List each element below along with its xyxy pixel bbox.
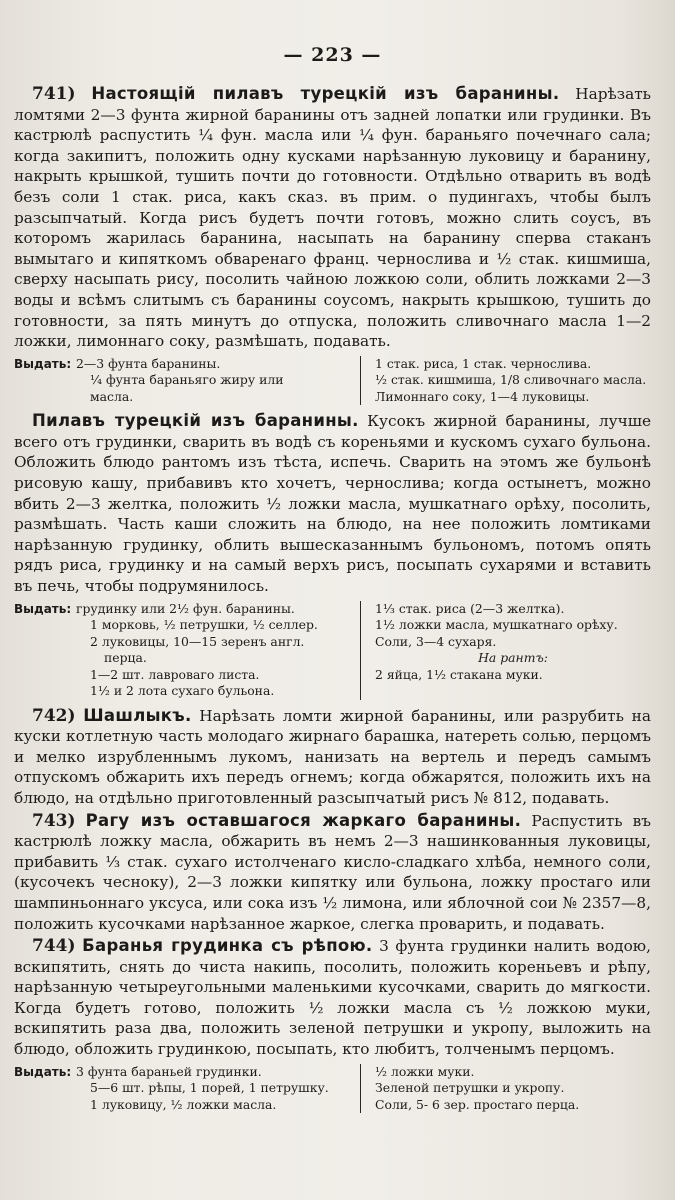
recipe-title: Пилавъ турецкій изъ баранины.: [32, 411, 359, 431]
yield-item: 3 фунта бараньей грудинки.: [76, 1063, 262, 1079]
yield-item: 1⅓ стак. риса (2—3 желтка).: [375, 600, 565, 616]
yield-item: 1½ ложки масла, мушкатнаго орѣху.: [375, 617, 618, 633]
recipe-number: 744): [32, 936, 76, 957]
yield-block: [14, 601, 651, 700]
yield-right-column: [360, 601, 651, 700]
yield-block: [14, 356, 651, 406]
yield-left-column: [76, 356, 360, 406]
recipe-742-body: [14, 706, 651, 809]
recipe-number: 742): [32, 705, 76, 726]
recipe-text: Распустить въ кастрюлѣ ложку масла, обжарить въ немъ 2—3 нашинкованныя луковицы, прибавить ⅓ стак. сухаго истолченаго кисло-сладкаго хлѣба, немного соли, (кусочекъ чесноку), 2—3 ложки кипятку или бульона, ложку простаго или шампиньоннаго уксуса, или сока изъ ½ лимона, или яблочной сои № 2357—8, положить кусочками нарѣзанное жаркое, слегка проварить, и подавать.: [14, 811, 652, 933]
recipe-743-body: [14, 811, 651, 935]
yield-label: Выдать:: [14, 1064, 72, 1079]
recipe-741: [14, 84, 651, 405]
recipe-pilaf-body: [14, 411, 651, 596]
yield-item: 1 стак. риса, 1 стак. чернослива.: [375, 355, 592, 371]
yield-left-column: [76, 601, 360, 700]
yield-item: Лимоннаго соку, 1—4 луковицы.: [375, 388, 590, 404]
yield-left-column: [76, 1064, 360, 1114]
recipe-pilaf-turkish: [14, 411, 651, 699]
yield-item: 1 морковь, ½ петрушки, ½ селлер.: [90, 617, 318, 633]
recipe-text: Кусокъ жирной баранины, лучше всего отъ грудинки, сварить въ водѣ съ кореньями и кускомъ сухаго бульона. Обложить блюдо рантомъ изъ тѣста, испечь. Сварить на этомъ же бульонѣ рисовую кашу, прибавивъ кто хочетъ, чернослива; когда остынетъ, можно вбить 2—3 желтка, положить ½ ложки масла, мушкатнаго орѣху, посолить, размѣшать. Часть каши сложить на блюдо, на нее положить ломтиками нарѣзанную грудинку, облить вышесказаннымъ бульономъ, потомъ опять рядъ риса, грудинку и на самый верхъ рисъ, посыпать сухарями и вставить въ печь, чтобы подрумянилось.: [14, 412, 651, 595]
recipe-text: Нарѣзать ломтями 2—3 фунта жирной баранины отъ задней лопатки или грудинки. Въ кастрюлѣ распустить ¼ фун. масла или ¼ фун. бараньяго почечнаго сала; когда закипитъ, положить одну кусками нарѣзанную луковицу и баранину, накрыть крышкой, тушить почти до готовности. Отдѣльно отварить въ водѣ безъ соли 1 стак. риса, какъ сказ. въ прим. о пудингахъ, чтобы былъ разсыпчатый. Когда рисъ будетъ почти готовъ, можно слить соусъ, въ которомъ жарилась баранина, насыпать на баранину сперва стаканъ вымытаго и кипяткомъ обваренаго франц. чернослива и ½ стак. кишмиша, сверху насыпать рису, посолить чайною ложкою соли, облить ложками 2—3 воды и всѣмъ слитымъ съ баранины соусомъ, накрыть крышкою, тушить до готовности, за пять минутъ до отпуска, положить сливочнаго масла 1—2 ложки, лимоннаго соку, размѣшать, подавать.: [14, 85, 651, 351]
yield-item: 5—6 шт. рѣпы, 1 порей, 1 петрушку.: [90, 1080, 329, 1096]
yield-item: Соли, 3—4 сухаря.: [375, 633, 497, 649]
yield-item: 2 луковицы, 10—15 зеренъ англ.: [90, 633, 305, 649]
yield-item: ½ стак. кишмиша, 1/8 сливочнаго масла.: [375, 372, 647, 388]
yield-item: 2 яйца, 1½ стакана муки.: [375, 666, 543, 682]
yield-item: ¼ фунта бараньяго жиру или: [90, 372, 284, 388]
yield-item: масла.: [90, 388, 134, 404]
yield-label: Выдать:: [14, 601, 72, 616]
recipe-743: [14, 811, 651, 935]
yield-subheading: На рантъ:: [478, 650, 548, 666]
yield-item: 2—3 фунта баранины.: [76, 355, 221, 371]
yield-label: Выдать:: [14, 356, 72, 371]
yield-item: перца.: [104, 650, 147, 666]
yield-item: ½ ложки муки.: [375, 1063, 475, 1079]
recipe-title: Рагу изъ оставшагося жаркаго баранины.: [85, 810, 522, 830]
yield-item: грудинку или 2½ фун. баранины.: [76, 600, 295, 616]
yield-right-column: [360, 356, 651, 406]
yield-item: 1—2 шт. лавроваго листа.: [90, 666, 260, 682]
recipe-742: [14, 706, 651, 809]
recipe-number: 743): [32, 810, 76, 831]
yield-item: 1½ и 2 лота сухаго бульона.: [90, 683, 275, 699]
recipe-text: Нарѣзать ломти жирной баранины, или разрубить на куски котлетную часть молодаго жирнаго барашка, натереть солью, перцомъ и мелко изрубленнымъ лукомъ, нанизать на вертель и передъ самымъ отпускомъ обжарить ихъ передъ огнемъ; когда обжарятся, положить ихъ на блюдо, на отдѣльно приготовленный разсыпчатый рисъ № 812, подавать.: [14, 706, 651, 807]
yield-item: Зеленой петрушки и укропу.: [375, 1080, 565, 1096]
yield-right-column: [360, 1064, 651, 1114]
recipe-number: 741): [32, 84, 76, 104]
recipe-text: 3 фунта грудинки налить водою, вскипятить, снять до чиста накипь, посолить, положить кореньевъ и рѣпу, нарѣзанную четыреугольными маленькими кусочками, сварить до мягкости. Когда будетъ готово, положить ½ ложки масла съ ½ ложкою муки, вскипятить раза два, положить зеленой петрушки и укропу, выложить на блюдо, обложить грудинкою, посыпать, кто любитъ, толченымъ перцомъ.: [14, 937, 651, 1059]
yield-item: 1 луковицу, ½ ложки масла.: [90, 1096, 277, 1112]
yield-block: [14, 1064, 651, 1114]
recipe-title: Шашлыкъ.: [83, 705, 192, 725]
recipe-741-body: [14, 84, 651, 352]
recipe-title: Настоящій пилавъ турецкій изъ баранины.: [91, 84, 560, 103]
recipe-744-body: [14, 936, 651, 1060]
page-number: — 223 —: [283, 44, 382, 66]
recipe-title: Баранья грудинка съ рѣпою.: [82, 936, 373, 956]
recipe-744: [14, 936, 651, 1113]
yield-item: Соли, 5- 6 зер. простаго перца.: [375, 1096, 580, 1112]
